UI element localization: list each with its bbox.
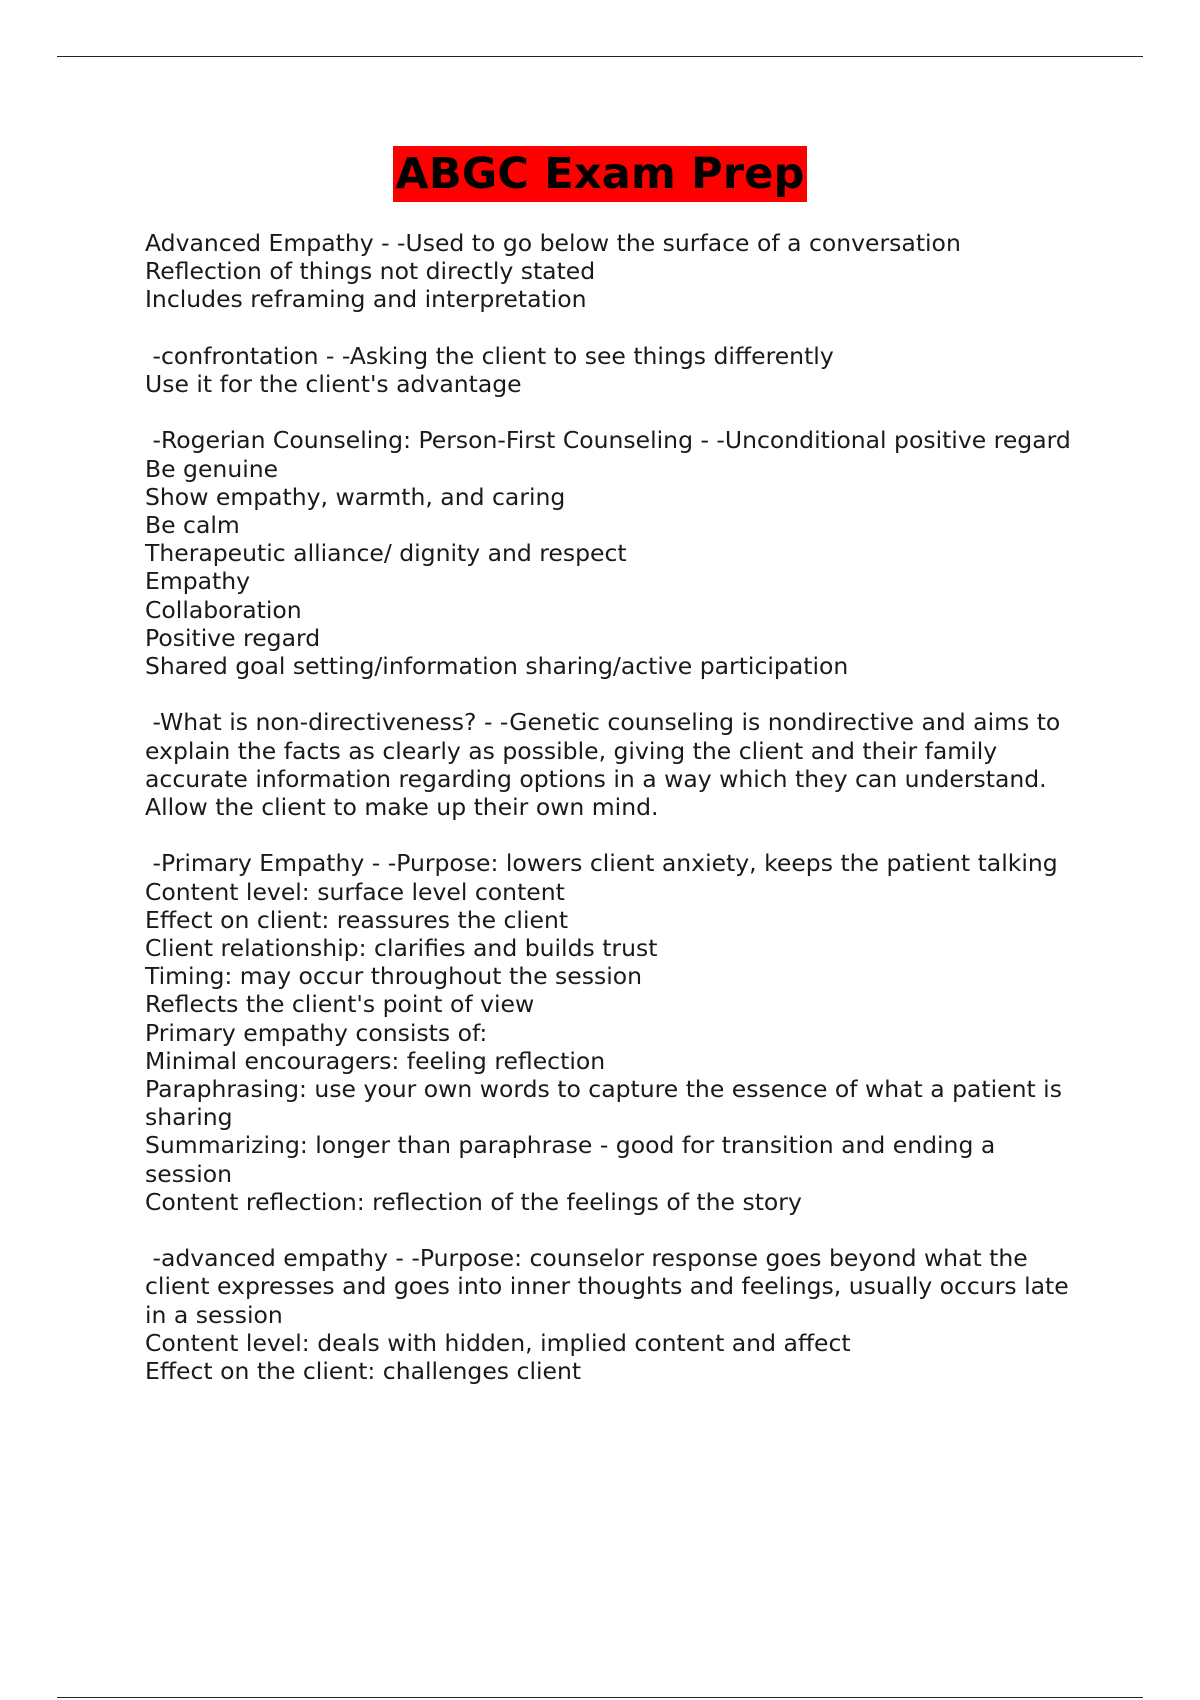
entry-line: Show empathy, warmth, and caring bbox=[145, 482, 566, 511]
flashcard-entry bbox=[145, 342, 1085, 398]
flashcard-entry bbox=[145, 708, 1085, 821]
entry-line: Advanced Empathy - -Used to go below the surface of a conversation bbox=[145, 229, 961, 257]
entry-line: Shared goal setting/information sharing/active participation bbox=[145, 652, 849, 681]
flashcard-entry bbox=[145, 229, 1085, 314]
entry-line: Therapeutic alliance/ dignity and respect bbox=[145, 539, 627, 568]
entry-line: Be calm bbox=[145, 511, 240, 539]
entry-line: Primary empathy consists of: bbox=[145, 1018, 488, 1047]
entry-line: Content level: deals with hidden, implied content and affect bbox=[145, 1328, 851, 1357]
header-rule bbox=[57, 56, 1143, 57]
flashcard-entry bbox=[145, 849, 1085, 1216]
flashcard-entry bbox=[145, 1244, 1085, 1385]
entry-line: Reflects the client's point of view bbox=[145, 990, 535, 1019]
entry-line: Content reflection: reflection of the feelings of the story bbox=[145, 1187, 802, 1216]
entry-line: Use it for the client's advantage bbox=[145, 370, 522, 398]
entry-line: -Rogerian Counseling: Person-First Counseling - -Unconditional positive regard bbox=[145, 426, 1071, 455]
entry-line: -advanced empathy - -Purpose: counselor response goes beyond what the client expresses and goes into inner thoughts and feelings, usually occurs late in a session bbox=[145, 1244, 1069, 1329]
entry-line: -Primary Empathy - -Purpose: lowers client anxiety, keeps the patient talking bbox=[145, 849, 1058, 878]
flashcard-entry bbox=[145, 426, 1085, 680]
entry-line: -confrontation - -Asking the client to see things differently bbox=[145, 341, 834, 370]
entry-line: Content level: surface level content bbox=[145, 877, 565, 906]
entry-line: Minimal encouragers: feeling reflection bbox=[145, 1046, 606, 1075]
document-body bbox=[145, 229, 1085, 1413]
entry-line: Collaboration bbox=[145, 595, 302, 624]
footer-rule bbox=[57, 1697, 1143, 1698]
entry-line: Positive regard bbox=[145, 623, 321, 652]
entry-line: Effect on client: reassures the client bbox=[145, 905, 569, 934]
entry-line: Client relationship: clarifies and builds trust bbox=[145, 934, 658, 963]
entry-line: Paraphrasing: use your own words to capture the essence of what a patient is sharing bbox=[145, 1075, 1062, 1132]
entry-line: Summarizing: longer than paraphrase - good for transition and ending a session bbox=[145, 1131, 996, 1188]
entry-line: Includes reframing and interpretation bbox=[145, 285, 587, 314]
entry-line: -What is non-directiveness? - -Genetic counseling is nondirective and aims to explain the facts as clearly as possible, giving the client and their family accurate information regarding options in a way which they can understand. Allow the client to make up their own mind. bbox=[145, 708, 1061, 822]
entry-line: Reflection of things not directly stated bbox=[145, 257, 596, 286]
entry-line: Effect on the client: challenges client bbox=[145, 1357, 582, 1386]
entry-line: Be genuine bbox=[145, 454, 279, 483]
entry-line: Timing: may occur throughout the session bbox=[145, 962, 643, 991]
entry-line: Empathy bbox=[145, 567, 251, 596]
title-block bbox=[0, 146, 1200, 202]
document-title: ABGC Exam Prep bbox=[393, 146, 806, 202]
